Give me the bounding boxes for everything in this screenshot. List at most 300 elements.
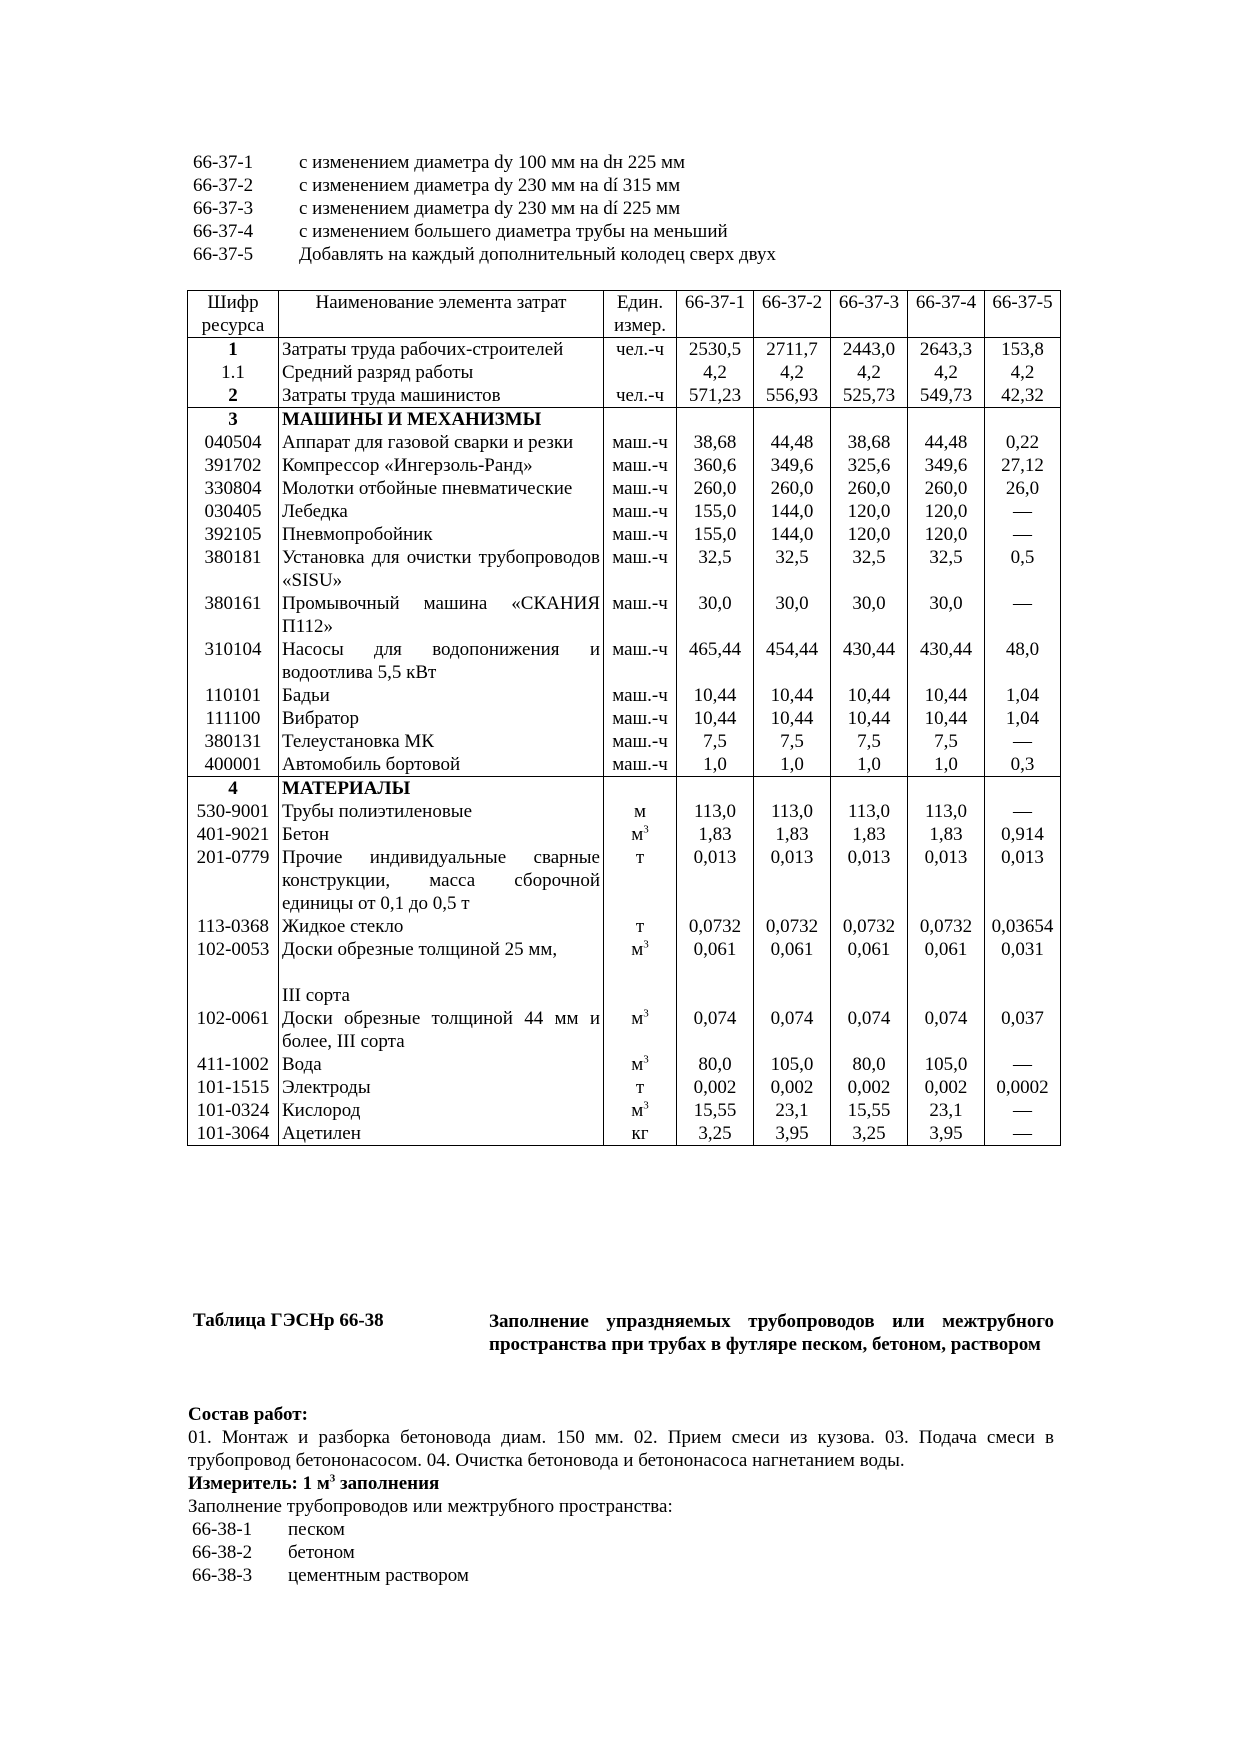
value-cell: 120,0 [831, 500, 908, 523]
resource-code: 101-3064 [188, 1122, 279, 1146]
table-row [188, 1007, 1061, 1053]
value-cell: 144,0 [754, 500, 831, 523]
table-row [188, 523, 1061, 546]
unit-text: маш.-ч [612, 639, 668, 660]
value-cell: 0,061 [831, 938, 908, 1007]
value-cell: 15,55 [831, 1099, 908, 1122]
header-unit: Един. измер. [604, 291, 677, 338]
unit [604, 1099, 677, 1122]
unit-text: м [631, 939, 644, 960]
resource-name-line: Доски обрезные толщиной 25 мм, [282, 939, 558, 960]
resource-code: 400001 [188, 753, 279, 777]
resource-name: Компрессор «Ингерзоль-Ранд» [279, 454, 604, 477]
resource-name: Промывочный машина «СКАНИЯ П112» [279, 592, 604, 638]
resource-code: 392105 [188, 523, 279, 546]
resource-name: Вибратор [279, 707, 604, 730]
unit [604, 846, 677, 915]
value-cell: 1,04 [985, 707, 1061, 730]
unit-superscript: 3 [643, 938, 649, 951]
spacer [282, 961, 600, 984]
value-cell: 32,5 [831, 546, 908, 592]
gesn-table-title: Заполнение упраздняемых трубопроводов или межтрубного пространства при трубах в футляре песком, бетоном, раствором [489, 1311, 1054, 1355]
value-cell: 0,0732 [831, 915, 908, 938]
unit-text: маш.-ч [612, 501, 668, 522]
resource-code: 380131 [188, 730, 279, 753]
table-header-row [188, 291, 1061, 338]
value-cell: 32,5 [754, 546, 831, 592]
value-cell: 525,73 [831, 384, 908, 408]
value-cell: 10,44 [754, 707, 831, 730]
resource-name-line: III сорта [282, 985, 350, 1006]
value-cell: 0,22 [985, 431, 1061, 454]
code-text: с изменением диаметра dy 230 мм на dí 225 мм [299, 198, 681, 219]
table-row [188, 915, 1061, 938]
value-cell: 3,25 [677, 1122, 754, 1146]
code-list-66-37 [193, 151, 776, 266]
value-cell: 105,0 [754, 1053, 831, 1076]
resource-name: Средний разряд работы [279, 361, 604, 384]
value-cell: 430,44 [908, 638, 985, 684]
sub-item [188, 1564, 1054, 1587]
table-row [188, 361, 1061, 384]
unit [604, 454, 677, 477]
resource-code: 102-0061 [188, 1007, 279, 1053]
value-cell: 260,0 [908, 477, 985, 500]
value-cell: 0,074 [677, 1007, 754, 1053]
unit [604, 1122, 677, 1146]
value-cell: 0,002 [908, 1076, 985, 1099]
unit [604, 915, 677, 938]
value-cell: 0,0002 [985, 1076, 1061, 1099]
sub-text: цементным раствором [288, 1565, 469, 1586]
value-cell: 42,32 [985, 384, 1061, 408]
value-cell: 120,0 [831, 523, 908, 546]
unit [604, 638, 677, 684]
sub-item [188, 1541, 1054, 1564]
table-row [188, 1099, 1061, 1122]
unit [604, 938, 677, 1007]
value-cell: 0,914 [985, 823, 1061, 846]
unit [604, 1053, 677, 1076]
value-cell: 38,68 [677, 431, 754, 454]
code-text: Добавлять на каждый дополнительный колодец сверх двух [299, 244, 776, 265]
value-cell: 1,04 [985, 684, 1061, 707]
value-cell: 0,061 [677, 938, 754, 1007]
unit-superscript: 3 [643, 823, 649, 836]
unit-text: м [633, 801, 647, 822]
unit-text: маш.-ч [612, 754, 668, 775]
resource-code: 040504 [188, 431, 279, 454]
value-cell: 4,2 [908, 361, 985, 384]
resource-code: 4 [188, 777, 279, 801]
value-cell: 325,6 [831, 454, 908, 477]
unit-text: маш.-ч [612, 547, 668, 568]
table-row [188, 384, 1061, 408]
value-cell: 48,0 [985, 638, 1061, 684]
table-row [188, 1076, 1061, 1099]
measure-line [188, 1472, 1054, 1495]
value-cell [985, 777, 1061, 801]
unit [604, 361, 677, 384]
resource-name: Бетон [279, 823, 604, 846]
value-cell: 260,0 [754, 477, 831, 500]
resource-code: 030405 [188, 500, 279, 523]
value-cell: — [985, 730, 1061, 753]
value-cell [677, 777, 754, 801]
gesn-table-label: Таблица ГЭСНр 66-38 [193, 1310, 384, 1331]
unit [604, 684, 677, 707]
value-cell [754, 777, 831, 801]
resource-code: 1.1 [188, 361, 279, 384]
resource-code: 3 [188, 408, 279, 432]
unit [604, 1007, 677, 1053]
resource-code: 113-0368 [188, 915, 279, 938]
table-row [188, 1053, 1061, 1076]
value-cell: 3,25 [831, 1122, 908, 1146]
resource-name: Аппарат для газовой сварки и резки [279, 431, 604, 454]
value-cell: 0,074 [908, 1007, 985, 1053]
unit-text: маш.-ч [612, 432, 668, 453]
value-cell: 4,2 [754, 361, 831, 384]
unit [604, 777, 677, 801]
resource-code: 391702 [188, 454, 279, 477]
value-cell: 0,013 [677, 846, 754, 915]
value-cell: 0,0732 [754, 915, 831, 938]
resource-code: 111100 [188, 707, 279, 730]
value-cell: 1,83 [908, 823, 985, 846]
resource-code: 310104 [188, 638, 279, 684]
value-cell: 1,0 [908, 753, 985, 777]
sub-text: бетоном [288, 1542, 355, 1563]
sub-code: 66-38-3 [192, 1565, 253, 1586]
value-cell: 0,002 [831, 1076, 908, 1099]
unit-text: т [635, 1077, 645, 1098]
value-cell: 0,061 [754, 938, 831, 1007]
value-cell: 30,0 [677, 592, 754, 638]
value-cell: — [985, 1053, 1061, 1076]
table-row [188, 1122, 1061, 1146]
value-cell: 120,0 [908, 500, 985, 523]
header-code: Шифр ресурса [188, 291, 279, 338]
value-cell: 0,03654 [985, 915, 1061, 938]
resource-name: МАШИНЫ И МЕХАНИЗМЫ [279, 408, 604, 432]
resource-code: 1 [188, 338, 279, 362]
value-cell: 2711,7 [754, 338, 831, 362]
code: 66-37-1 [193, 152, 254, 173]
value-cell: 26,0 [985, 477, 1061, 500]
table-row [188, 546, 1061, 592]
table-row [188, 408, 1061, 432]
table-row [188, 684, 1061, 707]
unit-text: м [631, 1054, 644, 1075]
unit-text: м [631, 1008, 644, 1029]
resource-code: 380181 [188, 546, 279, 592]
table-row [188, 777, 1061, 801]
unit [604, 477, 677, 500]
code: 66-37-2 [193, 175, 254, 196]
value-cell: 430,44 [831, 638, 908, 684]
sub-item [188, 1518, 1054, 1541]
resource-code: 201-0779 [188, 846, 279, 915]
table-row [188, 938, 1061, 1007]
value-cell: 2530,5 [677, 338, 754, 362]
work-composition [188, 1403, 1054, 1587]
value-cell: 465,44 [677, 638, 754, 684]
value-cell [831, 408, 908, 432]
value-cell: 0,074 [831, 1007, 908, 1053]
value-cell: 0,037 [985, 1007, 1061, 1053]
value-cell: 349,6 [754, 454, 831, 477]
unit-text: т [635, 847, 645, 868]
value-cell: 80,0 [677, 1053, 754, 1076]
table-row [188, 592, 1061, 638]
value-cell: 349,6 [908, 454, 985, 477]
table-row [188, 800, 1061, 823]
resource-name: Лебедка [279, 500, 604, 523]
unit [604, 384, 677, 408]
value-cell: — [985, 1122, 1061, 1146]
value-cell: 10,44 [908, 684, 985, 707]
header-name: Наименование элемента затрат [279, 291, 604, 338]
value-cell: 10,44 [908, 707, 985, 730]
unit-text: т [635, 916, 645, 937]
resource-code: 401-9021 [188, 823, 279, 846]
value-cell: 1,0 [754, 753, 831, 777]
resource-name: Доски обрезные толщиной 44 мм и более, III сорта [279, 1007, 604, 1053]
table-row [188, 431, 1061, 454]
unit-text: чел.-ч [615, 385, 665, 406]
value-cell: 105,0 [908, 1053, 985, 1076]
value-cell: 10,44 [677, 684, 754, 707]
unit-text: м [631, 824, 644, 845]
value-cell: — [985, 592, 1061, 638]
code: 66-37-3 [193, 198, 254, 219]
unit [604, 408, 677, 432]
code-text: с изменением диаметра dy 100 мм на dн 225 мм [299, 152, 685, 173]
value-cell: 0,031 [985, 938, 1061, 1007]
value-cell: 30,0 [754, 592, 831, 638]
resource-name: Бадьи [279, 684, 604, 707]
value-cell: 2443,0 [831, 338, 908, 362]
unit-superscript: 3 [643, 1007, 649, 1020]
resource-table [187, 290, 1061, 1146]
value-cell: 360,6 [677, 454, 754, 477]
value-cell: 260,0 [677, 477, 754, 500]
unit-text: чел.-ч [615, 339, 665, 360]
resource-name: Трубы полиэтиленовые [279, 800, 604, 823]
sub-text: песком [288, 1519, 345, 1540]
unit-text: маш.-ч [612, 731, 668, 752]
table-row [188, 338, 1061, 362]
unit [604, 500, 677, 523]
value-cell: 155,0 [677, 523, 754, 546]
unit [604, 523, 677, 546]
value-cell: 30,0 [908, 592, 985, 638]
value-cell: 0,0732 [908, 915, 985, 938]
value-cell: 15,55 [677, 1099, 754, 1122]
header-col: 66-37-2 [754, 291, 831, 338]
header-col: 66-37-3 [831, 291, 908, 338]
value-cell: 2643,3 [908, 338, 985, 362]
value-cell: 4,2 [985, 361, 1061, 384]
value-cell: 23,1 [908, 1099, 985, 1122]
resource-name: Пневмопробойник [279, 523, 604, 546]
measure-suffix: заполнения [335, 1473, 440, 1494]
value-cell: 155,0 [677, 500, 754, 523]
unit-text: м [631, 1100, 644, 1121]
resource-name: Жидкое стекло [279, 915, 604, 938]
value-cell: 0,013 [908, 846, 985, 915]
value-cell: 7,5 [754, 730, 831, 753]
value-cell: 32,5 [677, 546, 754, 592]
unit-superscript: 3 [643, 1053, 649, 1066]
resource-name: Установка для очистки трубопроводов «SISU» [279, 546, 604, 592]
value-cell: 0,002 [677, 1076, 754, 1099]
value-cell [754, 408, 831, 432]
value-cell: 0,002 [754, 1076, 831, 1099]
resource-code: 101-0324 [188, 1099, 279, 1122]
resource-name: Вода [279, 1053, 604, 1076]
value-cell: 7,5 [677, 730, 754, 753]
unit [604, 1076, 677, 1099]
unit-text: маш.-ч [612, 685, 668, 706]
value-cell: 1,83 [677, 823, 754, 846]
unit [604, 823, 677, 846]
unit [604, 800, 677, 823]
value-cell: 144,0 [754, 523, 831, 546]
resource-name: Автомобиль бортовой [279, 753, 604, 777]
value-cell: 120,0 [908, 523, 985, 546]
value-cell: 7,5 [831, 730, 908, 753]
fill-line: Заполнение трубопроводов или межтрубного пространства: [188, 1496, 673, 1517]
value-cell [831, 777, 908, 801]
value-cell: — [985, 500, 1061, 523]
header-col: 66-37-1 [677, 291, 754, 338]
value-cell: 0,5 [985, 546, 1061, 592]
code-text: с изменением большего диаметра трубы на меньший [299, 221, 728, 242]
code-row [193, 243, 776, 266]
resource-name: Насосы для водопонижения и водоотлива 5,5 кВт [279, 638, 604, 684]
code: 66-37-5 [193, 244, 254, 265]
value-cell: 0,0732 [677, 915, 754, 938]
value-cell [908, 777, 985, 801]
table-row [188, 846, 1061, 915]
resource-name: МАТЕРИАЛЫ [279, 777, 604, 801]
unit-text: маш.-ч [612, 524, 668, 545]
value-cell: 1,0 [831, 753, 908, 777]
value-cell: 4,2 [677, 361, 754, 384]
code-row [193, 220, 776, 243]
value-cell [908, 408, 985, 432]
value-cell: 32,5 [908, 546, 985, 592]
value-cell: 454,44 [754, 638, 831, 684]
value-cell: — [985, 800, 1061, 823]
value-cell: 1,0 [677, 753, 754, 777]
unit-text: маш.-ч [612, 455, 668, 476]
header-col: 66-37-4 [908, 291, 985, 338]
value-cell: 0,013 [754, 846, 831, 915]
value-cell: 0,061 [908, 938, 985, 1007]
code-row [193, 151, 776, 174]
resource-name: Электроды [279, 1076, 604, 1099]
value-cell: 1,83 [831, 823, 908, 846]
unit-text: маш.-ч [612, 593, 668, 614]
value-cell: 44,48 [754, 431, 831, 454]
resource-name: Кислород [279, 1099, 604, 1122]
table-row [188, 638, 1061, 684]
table-row [188, 477, 1061, 500]
value-cell: 260,0 [831, 477, 908, 500]
table-row [188, 454, 1061, 477]
sub-code: 66-38-1 [192, 1519, 253, 1540]
table-row [188, 730, 1061, 753]
value-cell: 571,23 [677, 384, 754, 408]
unit [604, 338, 677, 362]
value-cell: 549,73 [908, 384, 985, 408]
value-cell: — [985, 1099, 1061, 1122]
resource-code: 110101 [188, 684, 279, 707]
resource-name: Затраты труда машинистов [279, 384, 604, 408]
unit [604, 753, 677, 777]
unit [604, 592, 677, 638]
sub-code: 66-38-2 [192, 1542, 253, 1563]
value-cell: 30,0 [831, 592, 908, 638]
value-cell [677, 408, 754, 432]
value-cell: 44,48 [908, 431, 985, 454]
unit [604, 730, 677, 753]
value-cell: 3,95 [754, 1122, 831, 1146]
value-cell: 23,1 [754, 1099, 831, 1122]
resource-name: Прочие индивидуальные сварные конструкции, масса сборочной единицы от 0,1 до 0,5 т [279, 846, 604, 915]
resource-code: 530-9001 [188, 800, 279, 823]
code-row [193, 174, 776, 197]
unit [604, 707, 677, 730]
resource-code: 411-1002 [188, 1053, 279, 1076]
resource-code: 330804 [188, 477, 279, 500]
resource-name: Затраты труда рабочих-строителей [279, 338, 604, 362]
resource-name: Телеустановка МК [279, 730, 604, 753]
code-row [193, 197, 776, 220]
header-col: 66-37-5 [985, 291, 1061, 338]
unit-text: кг [631, 1123, 649, 1144]
value-cell: 0,074 [754, 1007, 831, 1053]
table-row [188, 823, 1061, 846]
value-cell: 113,0 [908, 800, 985, 823]
value-cell: 113,0 [754, 800, 831, 823]
value-cell: 38,68 [831, 431, 908, 454]
work-composition-heading: Состав работ: [188, 1404, 308, 1425]
unit [604, 546, 677, 592]
value-cell: 4,2 [831, 361, 908, 384]
value-cell: 0,3 [985, 753, 1061, 777]
measure-prefix: Измеритель: 1 м [188, 1473, 330, 1494]
value-cell: 10,44 [831, 684, 908, 707]
value-cell: 10,44 [831, 707, 908, 730]
code: 66-37-4 [193, 221, 254, 242]
value-cell: 153,8 [985, 338, 1061, 362]
work-composition-text: 01. Монтаж и разборка бетоновода диам. 150 мм. 02. Прием смеси из кузова. 03. Подача смеси в трубопровод бетононасосом. 04. Очистка бетоновода и бетононасоса нагнетанием воды. [188, 1427, 1054, 1471]
resource-code: 102-0053 [188, 938, 279, 1007]
resource-code: 2 [188, 384, 279, 408]
value-cell: 80,0 [831, 1053, 908, 1076]
value-cell: — [985, 523, 1061, 546]
value-cell: 10,44 [677, 707, 754, 730]
value-cell: 0,013 [831, 846, 908, 915]
unit-text: маш.-ч [612, 478, 668, 499]
value-cell: 10,44 [754, 684, 831, 707]
resource-code: 380161 [188, 592, 279, 638]
code-text: с изменением диаметра dy 230 мм на dí 315 мм [299, 175, 681, 196]
